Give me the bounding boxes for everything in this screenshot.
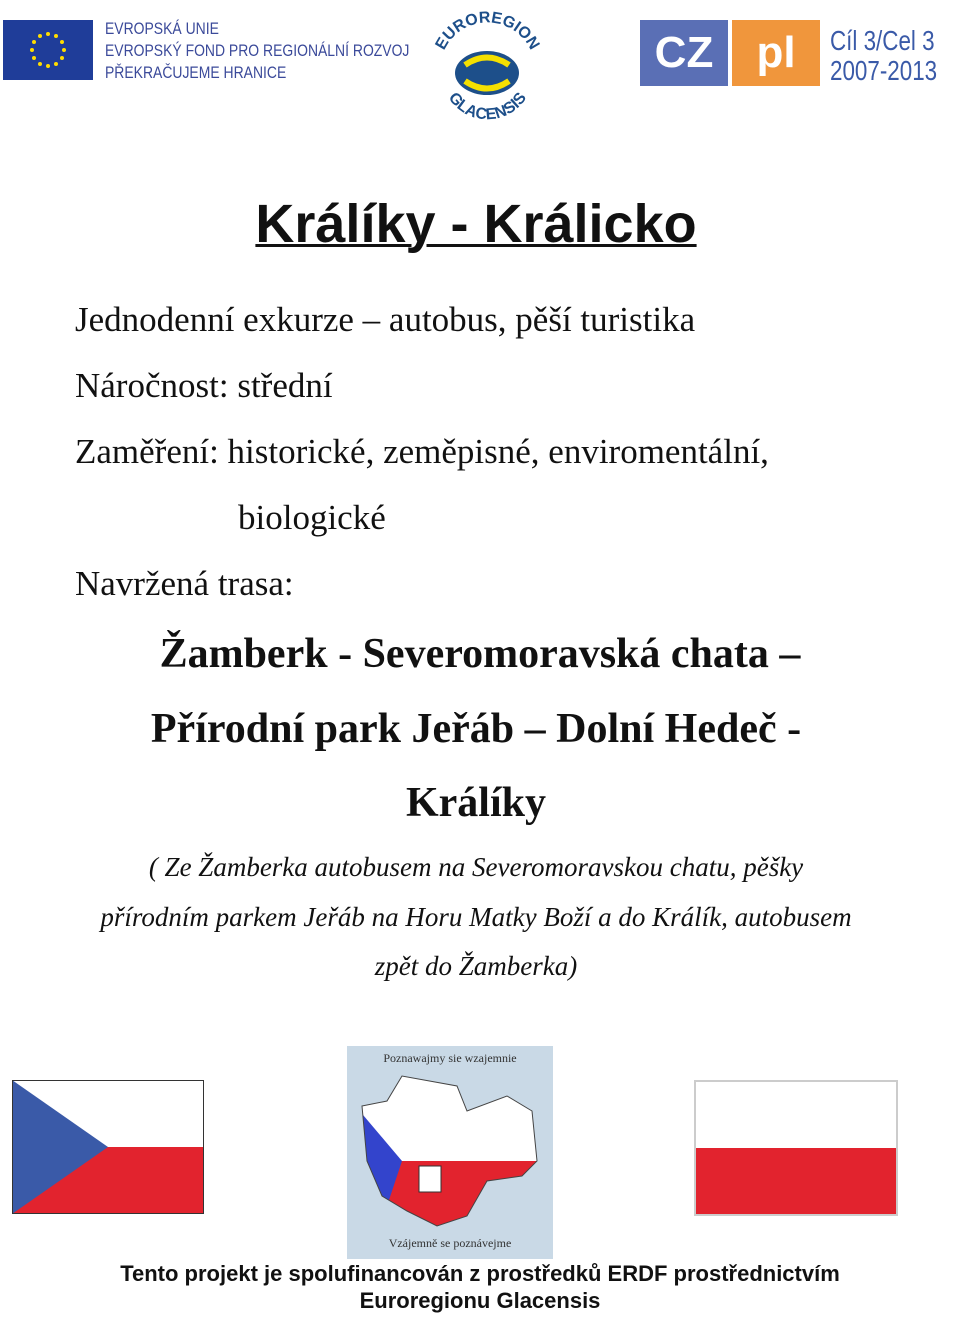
eu-stars-icon [3,20,93,80]
route-line: Králíky [405,780,546,826]
euroregion-glacensis-logo [420,5,555,135]
polish-flag-image [694,1080,898,1216]
map-caption-bottom: Vzájemně se poznávejme [388,1236,512,1250]
czech-flag-image [12,1080,204,1214]
eu-flag-logo [3,20,93,80]
route-line: Přírodní park Jeřáb – Dolní Hedeč - [150,706,802,752]
focus: Zaměření: historické, zeměpisné, enviromentální, [75,432,769,471]
map-image [347,1046,553,1259]
map-caption-top: Poznawajmy sie wzajemnie [383,1051,517,1065]
route-note: zpět do Žamberka) [374,951,578,981]
pl-mark: pl [732,20,820,86]
footer-line: Euroregionu Glacensis [359,1288,601,1313]
trip-type: Jednodenní exkurze – autobus, pěší turistika [75,300,696,339]
difficulty: Náročnost: střední [75,366,333,405]
glacensis-text: GLACENSIS [444,89,530,124]
footer-line: Tento projekt je spolufinancován z prostředků ERDF prostřednictvím [120,1261,840,1286]
route-note: přírodním parkem Jeřáb na Horu Matky Boží a do Králík, autobusem [100,902,852,932]
czpl-goal: Cíl 3/Cel 3 [830,25,935,56]
cz-mark: CZ [640,20,728,86]
eu-line: PŘEKRAČUJEME HRANICE [105,63,287,82]
route-line: Žamberk - Severomoravská chata – [159,631,801,677]
page-title: Králíky - Králicko [255,194,697,254]
eu-line: EVROPSKÝ FOND PRO REGIONÁLNÍ ROZVOJ [105,41,410,60]
focus-continued: biologické [238,498,386,537]
eu-logo-text [105,18,409,84]
eu-line: EVROPSKÁ UNIE [105,19,219,38]
euroregion-text: EUROREGION [432,9,543,53]
route-label: Navržená trasa: [75,564,294,603]
czpl-logo [640,20,960,90]
route-note: ( Ze Žamberka autobusem na Severomoravskou chatu, pěšky [148,852,804,882]
svg-text:EUROREGION [433,9,543,52]
czpl-years: 2007-2013 [830,55,938,86]
